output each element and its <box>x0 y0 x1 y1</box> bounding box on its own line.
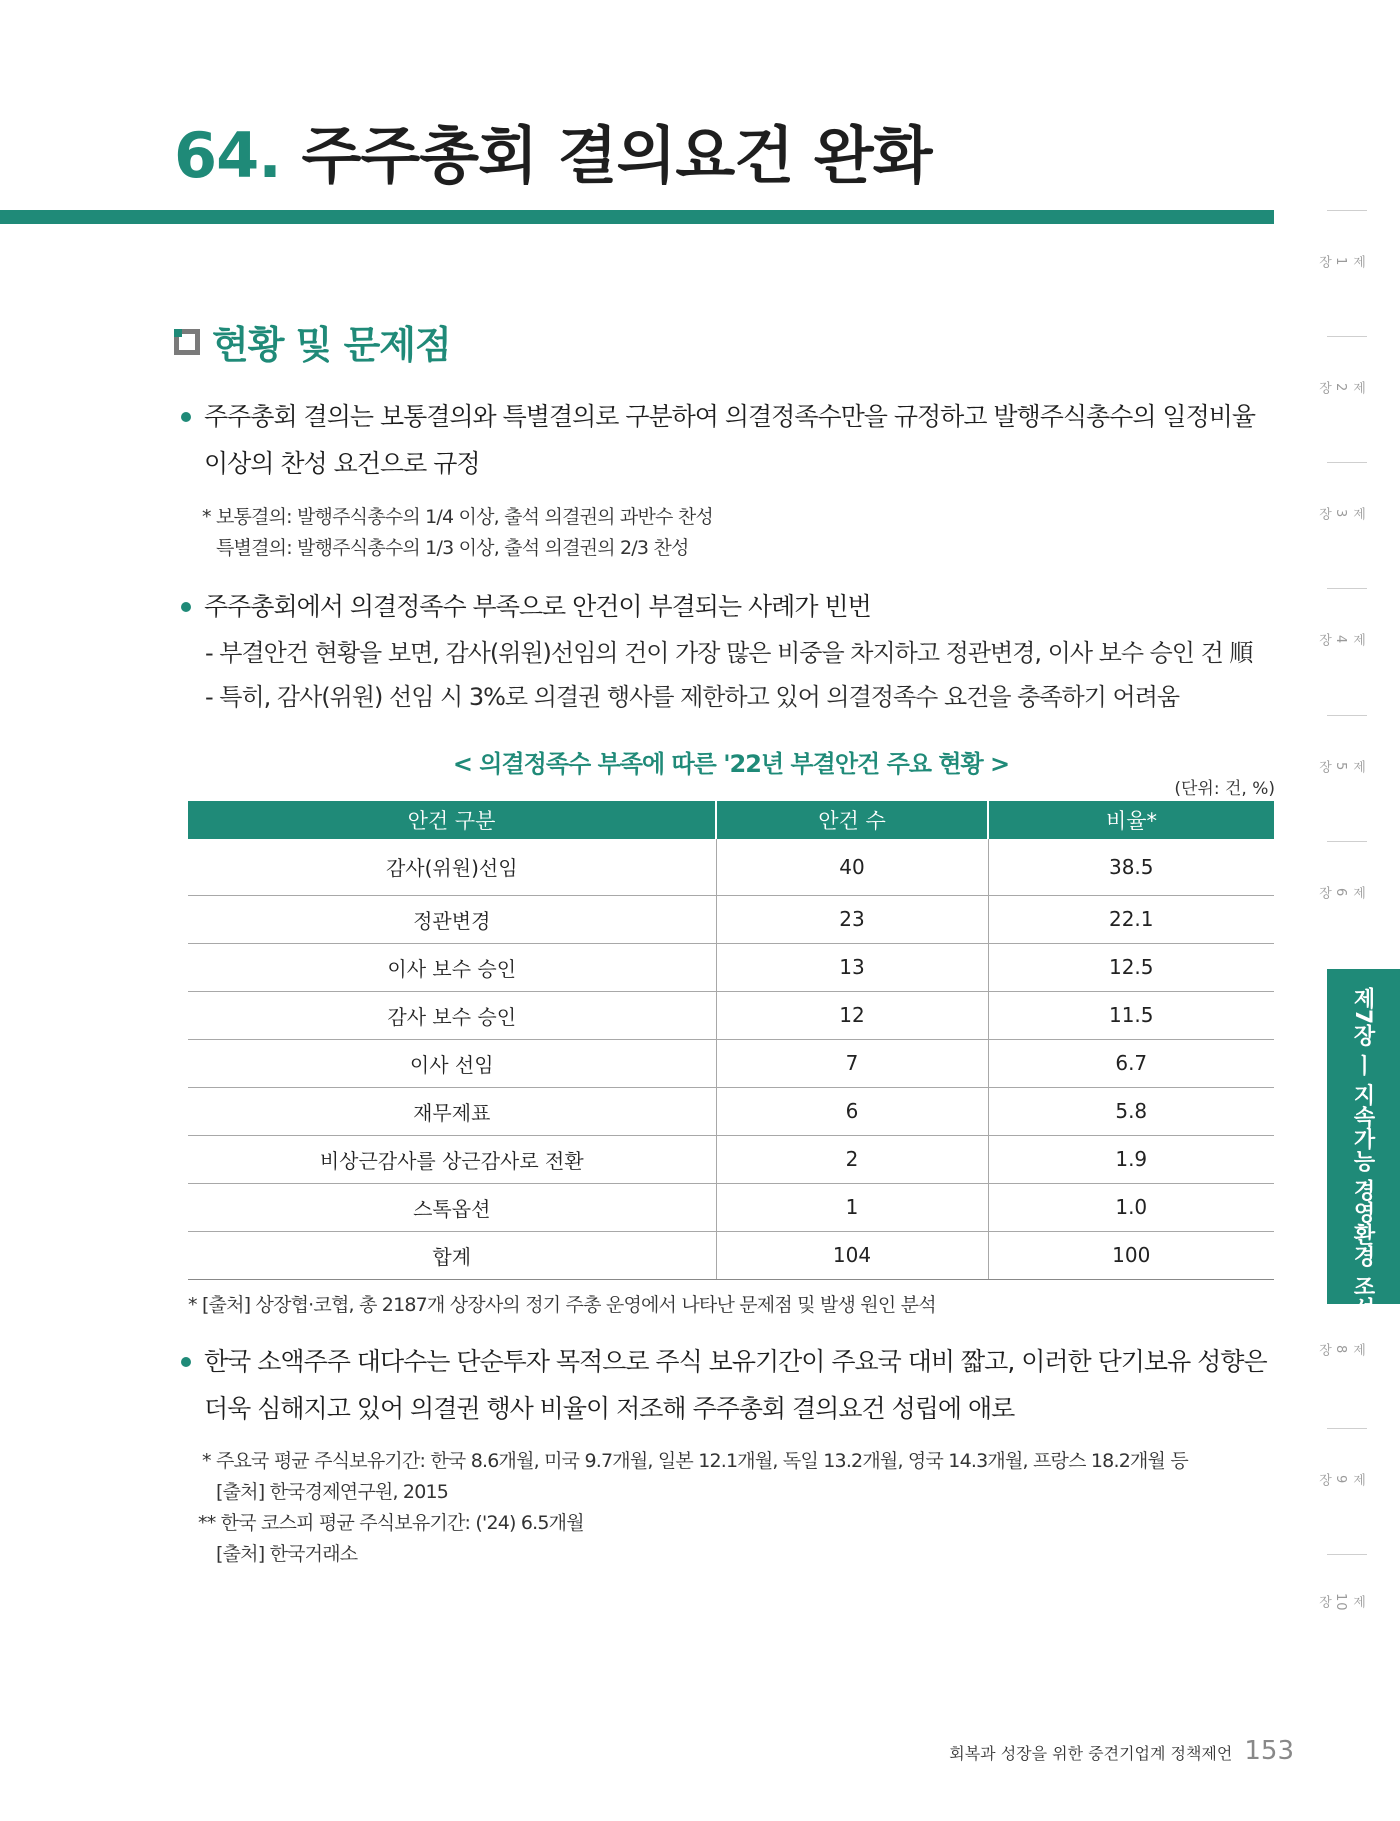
table-cell: 1.9 <box>988 1135 1274 1183</box>
chapter-tab[interactable]: 제1장 <box>1316 255 1365 269</box>
chapter-divider <box>1327 841 1367 842</box>
table-cell: 비상근감사를 상근감사로 전환 <box>188 1135 716 1183</box>
chapter-tab[interactable]: 제3장 <box>1316 507 1365 521</box>
table-cell: 38.5 <box>988 839 1274 895</box>
chapter-divider <box>1327 1428 1367 1429</box>
bullet-line: 주주총회에서 의결정족수 부족으로 안건이 부결되는 사례가 빈번 <box>204 592 871 621</box>
table-row <box>188 991 1274 1039</box>
table-cell: 7 <box>716 1039 988 1087</box>
table-row <box>188 895 1274 943</box>
table-cell: 1.0 <box>988 1183 1274 1231</box>
table-unit: (단위: 건, %) <box>1174 779 1275 799</box>
bullet-line: 주주총회 결의는 보통결의와 특별결의로 구분하여 의결정족수만을 규정하고 발행주식총수의 일정비율 <box>204 402 1256 431</box>
table-row <box>188 1087 1274 1135</box>
page-number: 153 <box>1244 1736 1294 1766</box>
footnote: ** 한국 코스피 평균 주식보유기간: ('24) 6.5개월 <box>198 1512 584 1534</box>
table-cell: 13 <box>716 943 988 991</box>
table-header-cell: 안건 구분 <box>188 801 716 839</box>
footer-publication-title: 회복과 성장을 위한 중견기업계 정책제언 <box>949 1744 1233 1763</box>
table-cell: 12 <box>716 991 988 1039</box>
chapter-tab[interactable]: 제8장 <box>1316 1343 1365 1357</box>
table-row <box>188 1135 1274 1183</box>
table-source-note: * [출처] 상장협·코협, 총 2187개 상장사의 정기 주총 운영에서 나타난 문제점 및 발생 원인 분석 <box>188 1294 936 1316</box>
table-row <box>188 1039 1274 1087</box>
bullet-line: 이상의 찬성 요건으로 규정 <box>204 449 480 478</box>
chapter-tab[interactable]: 제9장 <box>1316 1473 1365 1487</box>
table-cell: 1 <box>716 1183 988 1231</box>
table-total-row <box>188 1231 1274 1279</box>
table-row <box>188 839 1274 895</box>
table-cell: 40 <box>716 839 988 895</box>
chapter-divider <box>1327 715 1367 716</box>
table-cell: 이사 선임 <box>188 1039 716 1087</box>
table-cell: 재무제표 <box>188 1087 716 1135</box>
data-table <box>188 801 1274 1280</box>
title-number: 64. <box>174 119 281 192</box>
dash-item: - 부결안건 현황을 보면, 감사(위원)선임의 건이 가장 많은 비중을 차지하고 정관변경, 이사 보수 승인 건 順 <box>205 639 1253 667</box>
section-heading-text: 현황 및 문제점 <box>212 322 451 367</box>
table-title: < 의결정족수 부족에 따른 '22년 부결안건 주요 현황 > <box>452 750 1010 778</box>
table-cell: 22.1 <box>988 895 1274 943</box>
chapter-divider <box>1327 462 1367 463</box>
table-cell: 100 <box>988 1231 1274 1279</box>
table-cell: 합계 <box>188 1231 716 1279</box>
table-cell: 6 <box>716 1087 988 1135</box>
bullet-paragraph-2 <box>181 583 1261 630</box>
chapter-tab[interactable]: 제10장 <box>1316 1593 1365 1612</box>
chapter-divider <box>1327 210 1367 211</box>
bullet-paragraph-1 <box>181 393 1261 487</box>
table-cell: 이사 보수 승인 <box>188 943 716 991</box>
table-header-cell: 비율* <box>988 801 1274 839</box>
table-cell: 2 <box>716 1135 988 1183</box>
footnote: [출처] 한국경제연구원, 2015 <box>216 1481 449 1503</box>
table-cell: 스톡옵션 <box>188 1183 716 1231</box>
chapter-tab[interactable]: 제4장 <box>1316 633 1365 647</box>
table-cell: 정관변경 <box>188 895 716 943</box>
footnote: * 주요국 평균 주식보유기간: 한국 8.6개월, 미국 9.7개월, 일본 12.1개월, 독일 13.2개월, 영국 14.3개월, 프랑스 18.2개월 등 <box>202 1450 1188 1472</box>
bullet-line: 한국 소액주주 대다수는 단순투자 목적으로 주식 보유기간이 주요국 대비 짧고, 이러한 단기보유 성향은 <box>204 1347 1267 1376</box>
table-cell: 104 <box>716 1231 988 1279</box>
active-chapter-tab[interactable] <box>1327 969 1400 1319</box>
footnote: 특별결의: 발행주식총수의 1/3 이상, 출석 의결권의 2/3 찬성 <box>216 537 689 559</box>
table-header-cell: 안건 수 <box>716 801 988 839</box>
table-cell: 감사(위원)선임 <box>188 839 716 895</box>
chapter-divider <box>1327 1554 1367 1555</box>
table-cell: 23 <box>716 895 988 943</box>
chapter-tab[interactable]: 제2장 <box>1316 381 1365 395</box>
title-text: 주주총회 결의요건 완화 <box>301 119 932 192</box>
table-cell: 감사 보수 승인 <box>188 991 716 1039</box>
title-underline-bar <box>0 210 1274 224</box>
table-row <box>188 943 1274 991</box>
page-footer <box>949 1736 1294 1766</box>
bullet-dot-icon <box>181 1357 191 1367</box>
footnote: * 보통결의: 발행주식총수의 1/4 이상, 출석 의결권의 과반수 찬성 <box>202 506 713 528</box>
chapter-divider <box>1327 588 1367 589</box>
chapter-tab[interactable]: 제5장 <box>1316 760 1365 774</box>
square-bullet-icon <box>174 329 200 355</box>
table-cell: 11.5 <box>988 991 1274 1039</box>
footnote: [출처] 한국거래소 <box>216 1543 358 1565</box>
bullet-dot-icon <box>181 602 191 612</box>
bullet-paragraph-3 <box>181 1338 1267 1432</box>
bullet-dot-icon <box>181 412 191 422</box>
bullet-line: 더욱 심해지고 있어 의결권 행사 비율이 저조해 주주총회 결의요건 성립에 애로 <box>204 1394 1015 1423</box>
page-title <box>174 118 932 194</box>
section-heading <box>174 316 451 366</box>
table-cell: 12.5 <box>988 943 1274 991</box>
chapter-tab[interactable]: 제6장 <box>1316 886 1365 900</box>
table-cell: 6.7 <box>988 1039 1274 1087</box>
table-row <box>188 1183 1274 1231</box>
table-cell: 5.8 <box>988 1087 1274 1135</box>
table-header-row <box>188 801 1274 839</box>
chapter-divider <box>1327 336 1367 337</box>
active-chapter-label: 제7장 ㅣ 지속가능 경영환경 조성 <box>1350 987 1375 1319</box>
dash-item: - 특히, 감사(위원) 선임 시 3%로 의결권 행사를 제한하고 있어 의결정족수 요건을 충족하기 어려움 <box>205 683 1180 711</box>
